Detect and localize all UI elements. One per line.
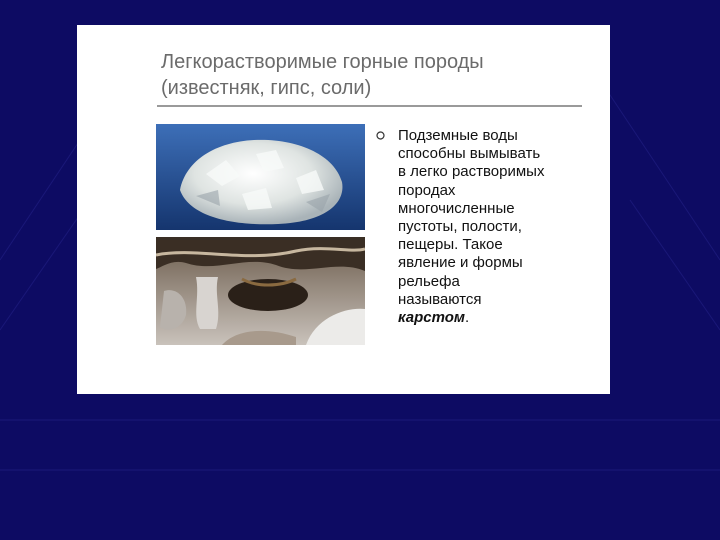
bullet-line: породах <box>398 181 456 199</box>
title-line-1: Легкорастворимые горные породы <box>161 51 484 73</box>
slide-content <box>77 25 610 394</box>
bullet-line: пустоты, полости, <box>398 218 522 236</box>
cave-photo <box>156 237 365 345</box>
bullet-last-line <box>398 309 593 327</box>
slide-title <box>161 49 601 101</box>
bullet-line: рельефа <box>398 272 460 290</box>
bullet-line: пещеры. Такое <box>398 236 503 254</box>
karst-term: карстом <box>398 309 466 327</box>
bullet-line: в легко растворимых <box>398 163 545 181</box>
salt-crystal-photo <box>156 124 365 230</box>
bullet-line: Подземные воды <box>398 127 518 144</box>
hollow-circle-bullet-icon <box>376 131 385 140</box>
bullet-text <box>398 127 593 327</box>
title-line-2: (известняк, гипс, соли) <box>161 77 372 99</box>
bullet-line: называются <box>398 290 482 308</box>
bullet-line: многочисленные <box>398 199 515 217</box>
bullet-line: способны вымывать <box>398 145 541 163</box>
end-punctuation: . <box>465 309 470 327</box>
bullet-line: явление и формы <box>398 254 523 272</box>
title-divider <box>157 105 582 107</box>
